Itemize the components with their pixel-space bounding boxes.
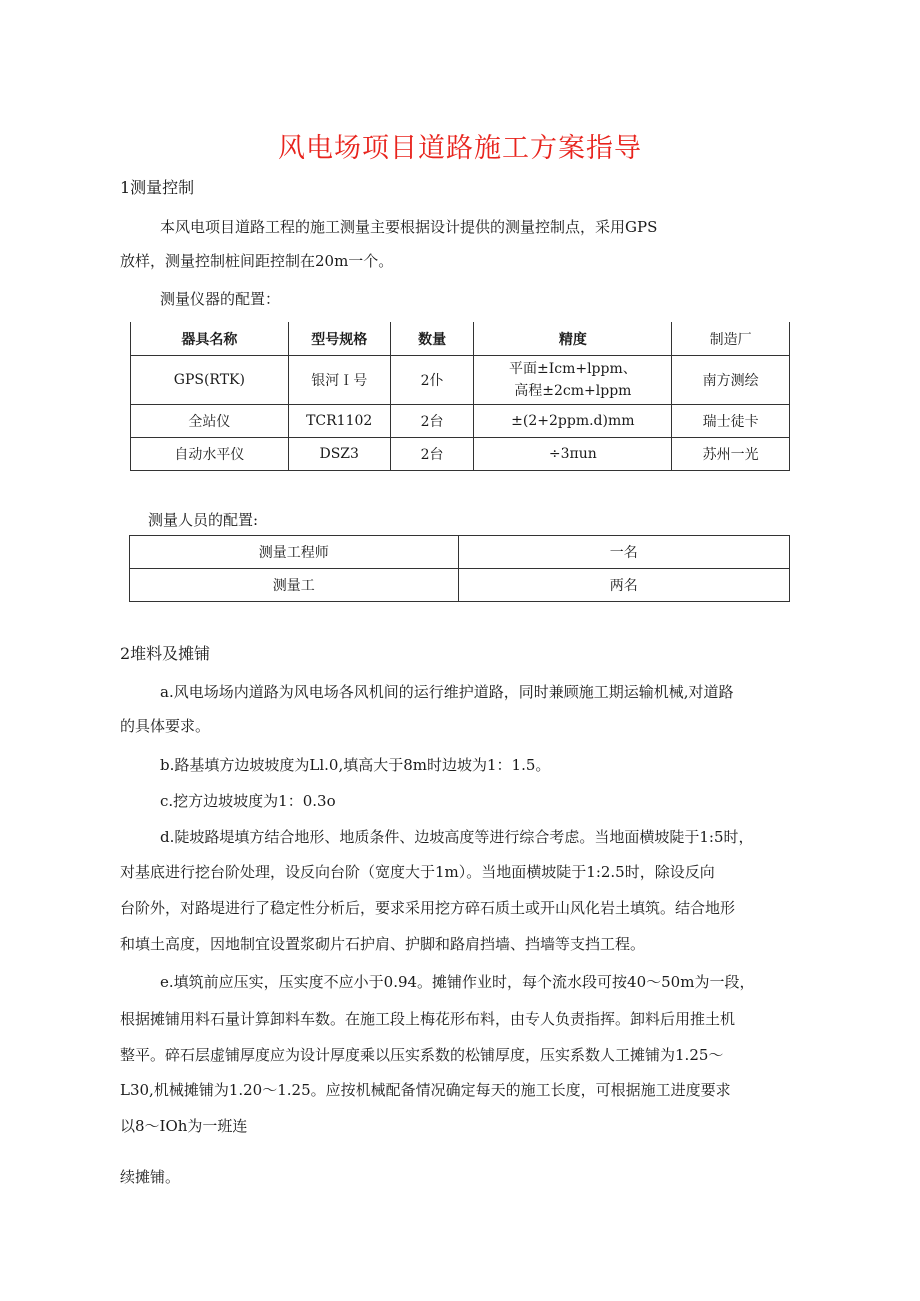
- equipment-precision: [474, 356, 672, 405]
- header-cell: 数量: [390, 322, 474, 356]
- table-row: [130, 569, 790, 602]
- item-a-line-2: 的具体要求。: [120, 717, 211, 735]
- section-1-heading: 1测量控制: [120, 178, 195, 197]
- staff-count: 两名: [458, 569, 790, 602]
- equipment-name: 全站仪: [131, 405, 289, 438]
- staff-role: 测量工: [130, 569, 459, 602]
- staff-table: [129, 535, 790, 602]
- equipment-model: DSZ3: [288, 438, 390, 471]
- equipment-table: [130, 322, 790, 471]
- table-row: [131, 405, 790, 438]
- item-d-line-1: d.陡坡路堤填方结合地形、地质条件、边坡高度等进行综合考虑。当地面横坡陡于1:5时，: [160, 828, 754, 846]
- section-1-paragraph-line-1: 本风电项目道路工程的施工测量主要根据设计提供的测量控制点，采用GPS: [160, 218, 658, 236]
- equipment-name: GPS(RTK): [131, 356, 289, 405]
- equipment-qty: 2台: [390, 438, 474, 471]
- section-1-paragraph-line-2: 放样，测量控制桩间距控制在20m一个。: [120, 252, 394, 270]
- table-row: [131, 438, 790, 471]
- equipment-qty: 2仆: [390, 356, 474, 405]
- item-b: b.路基填方边坡坡度为Ll.0,填高大于8m时边坡为1：1.5。: [160, 756, 551, 774]
- header-cell: 制造厂: [672, 322, 790, 356]
- section-2-heading: 2堆料及摊铺: [120, 644, 211, 663]
- item-c: c.挖方边坡坡度为1：0.3o: [160, 792, 336, 810]
- item-a-line-1: a.风电场场内道路为风电场各风机间的运行维护道路，同时兼顾施工期运输机械,对道路: [160, 683, 734, 701]
- precision-line-1: 平面±Icm+lppm、: [508, 361, 637, 377]
- item-d-line-2: 对基底进行挖台阶处理，设反向台阶（宽度大于1m）。当地面横坡陡于1:2.5时，除设反向: [120, 863, 715, 881]
- item-d-line-3: 台阶外，对路堤进行了稳定性分析后，要求采用挖方碎石质土或开山风化岩土填筑。结合地形: [120, 899, 736, 917]
- header-cell: 器具名称: [131, 322, 289, 356]
- equipment-model: 银河Ｉ号: [288, 356, 390, 405]
- equipment-maker: 瑞士徒卡: [672, 405, 790, 438]
- equipment-table-header: [131, 322, 790, 356]
- equipment-maker: 南方测绘: [672, 356, 790, 405]
- header-cell: 型号规格: [288, 322, 390, 356]
- item-e-line-4: L30,机械摊铺为1.20～1.25。应按机械配备情况确定每天的施工长度，可根据施工进度要求: [120, 1081, 731, 1099]
- staff-role: 测量工程师: [130, 536, 459, 569]
- equipment-model: TCR1102: [288, 405, 390, 438]
- staff-count: 一名: [458, 536, 790, 569]
- header-cell: 精度: [474, 322, 672, 356]
- item-e-line-3: 整平。碎石层虚铺厚度应为设计厚度乘以压实系数的松铺厚度，压实系数人工摊铺为1.25～: [120, 1046, 724, 1064]
- equipment-precision: ±(2+2ppm.d)mm: [474, 405, 672, 438]
- item-e-line-1: e.填筑前应压实，压实度不应小于0.94。摊铺作业时，每个流水段可按40～50m为一段，: [160, 973, 755, 991]
- equipment-maker: 苏州一光: [672, 438, 790, 471]
- precision-line-2: 高程±2cm+lppm: [514, 383, 632, 399]
- equipment-label: 测量仪器的配置：: [160, 290, 281, 308]
- staff-label: 测量人员的配置:: [148, 511, 259, 529]
- item-e-line-2: 根据摊铺用料石量计算卸料车数。在施工段上梅花形布料，由专人负责指挥。卸料后用推土机: [120, 1010, 736, 1028]
- item-e-line-5: 以8～IOh为一班连: [120, 1117, 248, 1135]
- item-d-line-4: 和填土高度，因地制宜设置浆砌片石护肩、护脚和路肩挡墙、挡墙等支挡工程。: [120, 935, 646, 953]
- document-title: 风电场项目道路施工方案指导: [278, 133, 642, 164]
- table-row: [131, 356, 790, 405]
- equipment-name: 自动水平仪: [131, 438, 289, 471]
- item-e-line-6: 续摊铺。: [120, 1168, 181, 1186]
- equipment-precision: ÷3πun: [474, 438, 672, 471]
- equipment-qty: 2台: [390, 405, 474, 438]
- table-row: [130, 536, 790, 569]
